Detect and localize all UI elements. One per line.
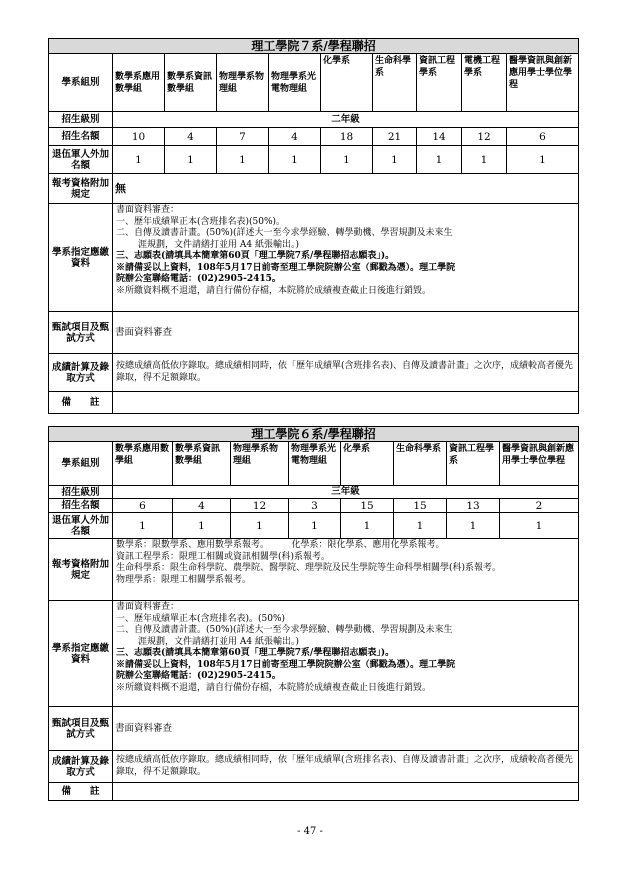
quota-cell: 14: [417, 128, 462, 146]
dept-header: 醫學資訊與創新應用學士學位學程: [500, 442, 579, 486]
veteran-cell: 1: [321, 146, 373, 174]
calc-value: 按總成績高低依序錄取。總成績相同時，依「歷年成績單(含班排名表)、自傳及讀書計畫」之次序，成績較高者優先錄取，得不足額錄取。: [113, 354, 579, 392]
group-label: 學系組別: [49, 442, 113, 486]
dept-header: 電機工程學系: [462, 54, 507, 112]
veteran-cell: 1: [217, 146, 269, 174]
admission-table-6-dept: [48, 426, 579, 801]
dept-header: 化學系: [341, 442, 394, 486]
doc-line: ※請備妥以上資料，108年5月17日前寄至理工學院院辦公室（郵戳為憑）。理工學院: [116, 262, 456, 273]
dept-header: 物理學系光電物理組: [269, 54, 321, 112]
doc-line: 二、自傳及讀書計畫。(50%)(詳述大一至今求學經驗、轉學動機、學習規劃及未來生: [116, 625, 453, 635]
dept-header: 生命科學系: [394, 442, 447, 486]
qual-line: 資訊工程學系：限理工相關或資訊相關學(科)系報考。: [116, 551, 331, 562]
page-number: - 47 -: [297, 826, 323, 837]
exam-label: 甄試項目及甄試方式: [49, 707, 113, 751]
qualification-value: 無: [113, 174, 579, 204]
doc-line: 書面資料審查：: [116, 205, 180, 215]
veteran-label: 退伍軍人外加名額: [49, 513, 113, 539]
doc-line: 二、自傳及讀書計畫。(50%)(詳述大一至今求學經驗、轉學動機、學習規劃及未來生: [116, 228, 453, 238]
quota-cell: 10: [113, 128, 165, 146]
dept-header: 化學系: [321, 54, 373, 112]
quota-cell: 21: [373, 128, 417, 146]
quota-cell: 15: [341, 499, 394, 513]
quota-cell: 15: [394, 499, 447, 513]
quota-cell: 13: [447, 499, 500, 513]
quota-cell: 2: [500, 499, 579, 513]
quota-label: 招生名額: [49, 128, 113, 146]
level-value: 三年級: [113, 486, 579, 499]
doc-line: 三、志願表(請填具本簡章第60頁「理工學院7系/學程聯招志願表」)。: [116, 648, 395, 658]
veteran-cell: 1: [394, 513, 447, 539]
level-value: 二年級: [113, 112, 579, 128]
calc-label: 成績計算及錄取方式: [49, 354, 113, 392]
doc-line: ※所繳資料概不退還，請自行備份存檔，本院將於成績複查截止日後進行銷毀。: [116, 682, 432, 693]
doc-line: 涯規劃，文件請繕打並用 A4 紙張輸出。): [138, 239, 299, 250]
doc-line: 一、歷年成績單正本(含班排名表)。(50%): [116, 613, 286, 624]
exam-value: 書面資料審查: [113, 312, 579, 354]
veteran-cell: 1: [173, 513, 231, 539]
remark-label: 備 註: [49, 783, 113, 801]
calc-label: 成績計算及錄取方式: [49, 751, 113, 783]
dept-header: 資訊工程學系: [447, 442, 500, 486]
documents-label: 學系指定應繳資料: [49, 601, 113, 707]
level-label: 招生級別: [49, 486, 113, 499]
doc-line: 涯規劃，文件請繕打並用 A4 紙張輸出。): [138, 636, 299, 647]
doc-line: 一、歷年成績單正本(含班排名表)(50%)。: [116, 216, 286, 227]
quota-cell: 4: [173, 499, 231, 513]
qualification-label: 報考資格附加規定: [49, 174, 113, 204]
veteran-cell: 1: [462, 146, 507, 174]
dept-header: 生命科學系: [373, 54, 417, 112]
documents-label: 學系指定應繳資料: [49, 204, 113, 312]
quota-cell: 7: [217, 128, 269, 146]
qualification-content: [113, 539, 579, 601]
table-title: 理工學院６系/學程聯招: [49, 427, 579, 442]
doc-line: 書面資料審查：: [116, 602, 180, 612]
veteran-cell: 1: [447, 513, 500, 539]
group-label: 學系組別: [49, 54, 113, 112]
quota-label: 招生名額: [49, 499, 113, 513]
documents-content: [113, 204, 579, 312]
dept-header: 數學系資訊數學組: [165, 54, 217, 112]
quota-cell: 12: [231, 499, 289, 513]
remark-value: [113, 783, 579, 801]
dept-header: 數學系資訊數學組: [173, 442, 231, 486]
qual-line: 生命科學系：限生命科學院、農學院、醫學院、理學院及民生學院等生命科學相關學(科)系報考。: [116, 563, 502, 573]
dept-header: 醫學資訊與創新應用學士學位學程: [507, 54, 579, 112]
veteran-cell: 1: [113, 513, 173, 539]
quota-cell: 3: [289, 499, 341, 513]
exam-label: 甄試項目及甄試方式: [49, 312, 113, 354]
veteran-cell: 1: [417, 146, 462, 174]
veteran-cell: 1: [269, 146, 321, 174]
remark-label: 備 註: [49, 392, 113, 414]
veteran-cell: 1: [289, 513, 341, 539]
doc-line: 院辦公室聯絡電話：(02)2905-2415。: [116, 274, 281, 284]
qual-line: 物理學系：限理工相關學系報考。: [116, 574, 252, 585]
veteran-cell: 1: [231, 513, 289, 539]
exam-value: 書面資料審查: [113, 707, 579, 751]
dept-header: 物理學系物理組: [217, 54, 269, 112]
calc-value: 按總成績高低依序錄取。總成績相同時，依「歷年成績單(含班排名表)、自傳及讀書計畫」之次序，成績較高者優先錄取，得不足額錄取。: [113, 751, 579, 783]
doc-line: 院辦公室聯絡電話：(02)2905-2415。: [116, 671, 281, 681]
level-label: 招生級別: [49, 112, 113, 128]
quota-cell: 4: [165, 128, 217, 146]
qualification-label: 報考資格附加規定: [49, 539, 113, 601]
qual-line: 數學系：限數學系、應用數學系報考。 化學系：限化學系、應用化學系報考。: [116, 540, 445, 550]
quota-cell: 18: [321, 128, 373, 146]
doc-line: 三、志願表(請填具本簡章第60頁「理工學院7系/學程聯招志願表」)。: [116, 251, 395, 261]
veteran-cell: 1: [113, 146, 165, 174]
doc-line: ※請備妥以上資料，108年5月17日前寄至理工學院院辦公室（郵戳為憑）。理工學院: [116, 659, 456, 670]
admission-table-7-dept: [48, 38, 579, 414]
dept-header: 物理學系物理組: [231, 442, 289, 486]
documents-content: [113, 601, 579, 707]
veteran-cell: 1: [500, 513, 579, 539]
veteran-label: 退伍軍人外加名額: [49, 146, 113, 174]
remark-value: [113, 392, 579, 414]
dept-header: 物理學系光電物理組: [289, 442, 341, 486]
veteran-cell: 1: [373, 146, 417, 174]
veteran-cell: 1: [507, 146, 579, 174]
dept-header: 數學系應用數學組: [113, 54, 165, 112]
doc-line: ※所繳資料概不退還，請自行備份存檔，本院將於成績複查截止日後進行銷毀。: [116, 285, 432, 296]
dept-header: 數學系應用數學組: [113, 442, 173, 486]
quota-cell: 4: [269, 128, 321, 146]
quota-cell: 12: [462, 128, 507, 146]
table-title: 理工學院７系/學程聯招: [49, 39, 579, 54]
quota-cell: 6: [113, 499, 173, 513]
veteran-cell: 1: [165, 146, 217, 174]
dept-header: 資訊工程學系: [417, 54, 462, 112]
quota-cell: 6: [507, 128, 579, 146]
veteran-cell: 1: [341, 513, 394, 539]
